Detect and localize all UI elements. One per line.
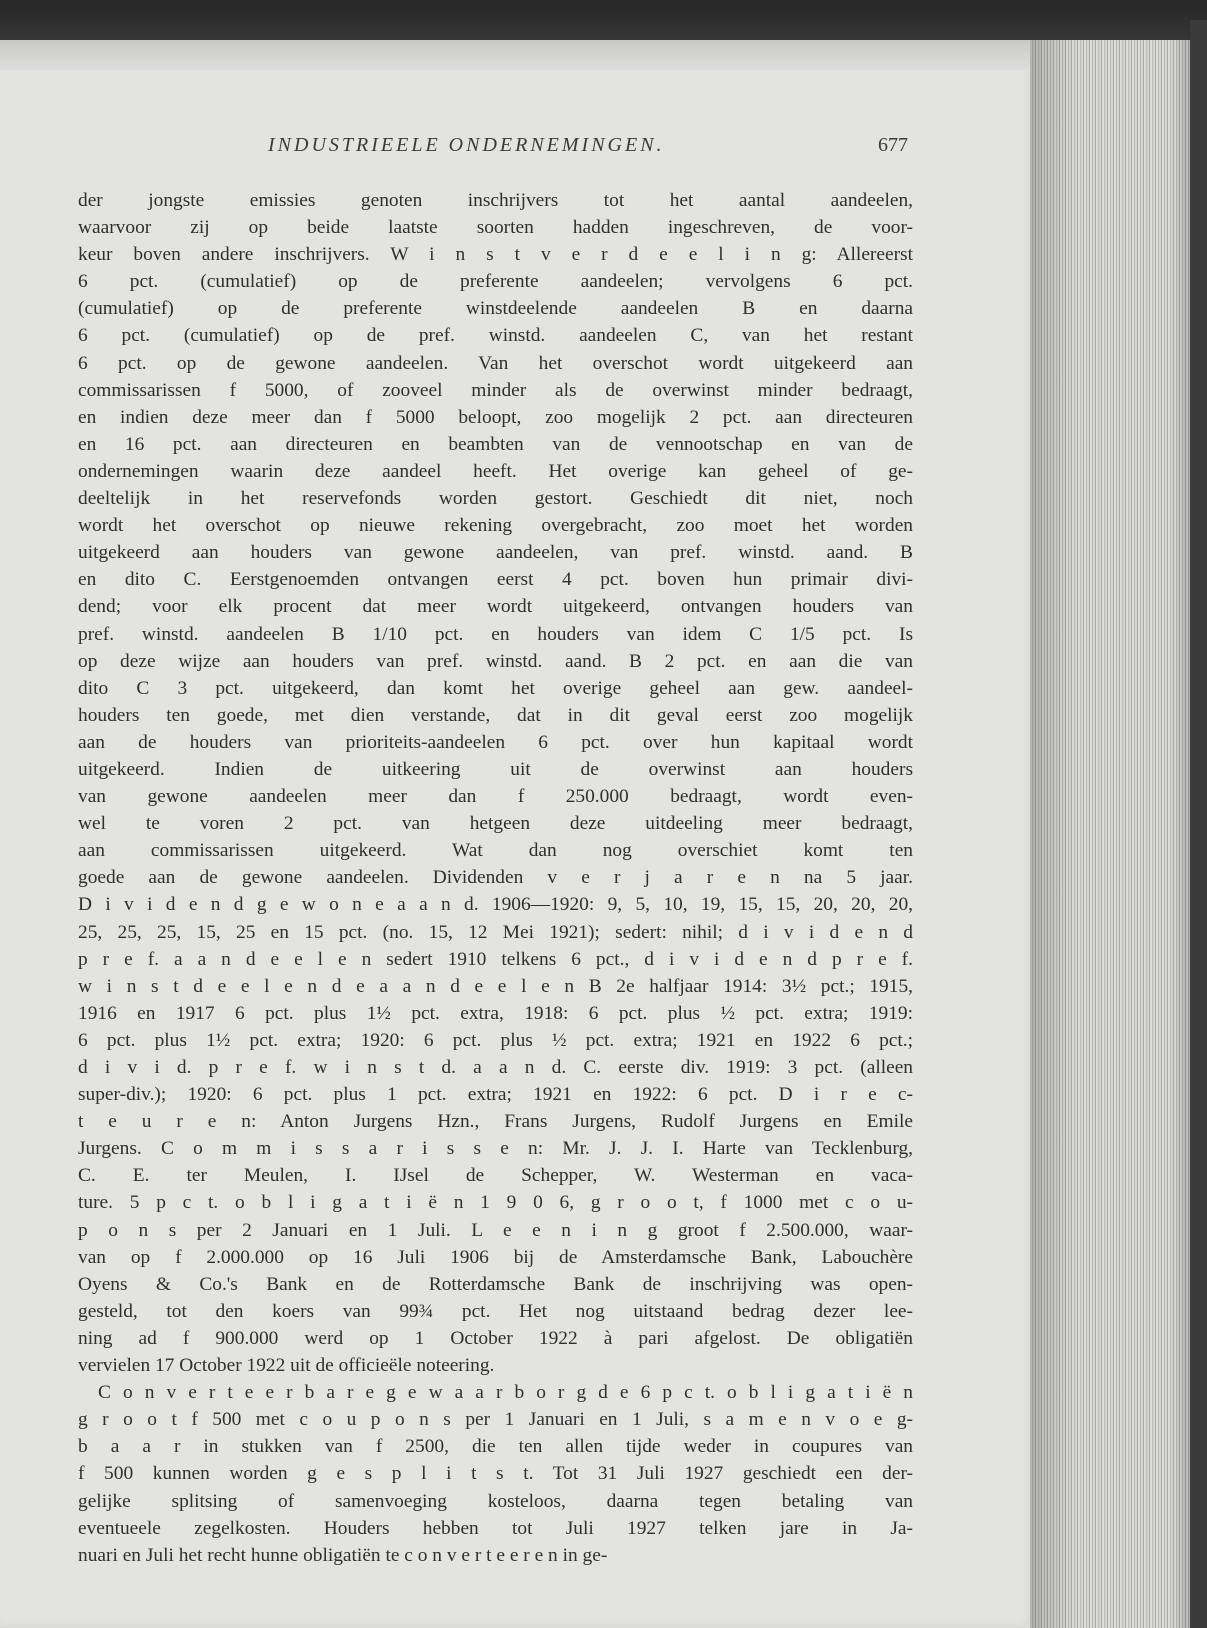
text-line: D i v i d e n d g e w o n e a a n d. 1906—1920: 9, 5, 10, 19, 15, 15, 20, 20, 20, [78, 894, 913, 916]
text-line: C. E. ter Meulen, I. IJsel de Schepper, W. Westerman en vaca- [78, 1165, 913, 1187]
text-line: g r o o t f 500 met c o u p o n s per 1 Januari en 1 Juli, s a m e n v o e g- [78, 1409, 913, 1431]
text-line: w i n s t d e e l e n d e a a n d e e l e n B 2e halfjaar 1914: 3½ pct.; 1915, [78, 975, 913, 997]
text-line: 6 pct. (cumulatief) op de preferente aandeelen; vervolgens 6 pct. [78, 271, 913, 293]
text-line: f 500 kunnen worden g e s p l i t s t. Tot 31 Juli 1927 geschiedt een der- [78, 1463, 913, 1485]
text-line: t e u r e n: Anton Jurgens Hzn., Frans Jurgens, Rudolf Jurgens en Emile [78, 1111, 913, 1133]
text-line: van gewone aandeelen meer dan f 250.000 bedraagt, wordt even- [78, 786, 913, 808]
text-line: commissarissen f 5000, of zooveel minder als de overwinst minder bedraagt, [78, 379, 913, 401]
text-line: en 16 pct. aan directeuren en beambten van de vennootschap en van de [78, 433, 913, 455]
text-line: 6 pct. (cumulatief) op de pref. winstd. aandeelen C, van het restant [78, 325, 913, 347]
text-line: Oyens & Co.'s Bank en de Rotterdamsche Bank de inschrijving was open- [78, 1273, 913, 1295]
text-line: ondernemingen waarin deze aandeel heeft. Het overige kan geheel of ge- [78, 460, 913, 482]
text-line: uitgekeerd. Indien de uitkeering uit de overwinst aan houders [78, 758, 913, 780]
text-line: ture. 5 p c t. o b l i g a t i ë n 1 9 0 6, g r o o t, f 1000 met c o u- [78, 1192, 913, 1214]
page-top-shadow [0, 40, 1040, 70]
text-line: C o n v e r t e e r b a r e g e w a a r b o r g d e 6 p c t. o b l i g a t i ë n [98, 1382, 913, 1404]
text-line: deeltelijk in het reservefonds worden gestort. Geschiedt dit niet, noch [78, 488, 913, 510]
text-line: wordt het overschot op nieuwe rekening overgebracht, zoo moet het worden [78, 515, 913, 537]
text-line: pref. winstd. aandeelen B 1/10 pct. en houders van idem C 1/5 pct. Is [78, 623, 913, 645]
text-line: p r e f. a a n d e e l e n sedert 1910 telkens 6 pct., d i v i d e n d p r e f. [78, 948, 913, 970]
text-line: Jurgens. C o m m i s s a r i s s e n: Mr. J. J. I. Harte van Tecklenburg, [78, 1138, 913, 1160]
text-line: eventueele zegelkosten. Houders hebben tot Juli 1927 telken jare in Ja- [78, 1517, 913, 1539]
text-line: en indien deze meer dan f 5000 beloopt, zoo mogelijk 2 pct. aan directeuren [78, 406, 913, 428]
text-line: der jongste emissies genoten inschrijvers tot het aantal aandeelen, [78, 190, 913, 211]
text-line: 25, 25, 25, 15, 25 en 15 pct. (no. 15, 12 Mei 1921); sedert: nihil; d i v i d e n d [78, 921, 913, 943]
page-number: 677 [878, 134, 908, 156]
running-head [78, 134, 908, 164]
text-line: dend; voor elk procent dat meer wordt uitgekeerd, ontvangen houders van [78, 596, 913, 618]
text-line: super-div.); 1920: 6 pct. plus 1 pct. extra; 1921 en 1922: 6 pct. D i r e c- [78, 1084, 913, 1106]
text-line: keur boven andere inschrijvers. W i n s t v e r d e e l i n g: Allereerst [78, 244, 913, 266]
text-line: (cumulatief) op de preferente winstdeelende aandeelen B en daarna [78, 298, 913, 320]
text-line: van op f 2.000.000 op 16 Juli 1906 bij de Amsterdamsche Bank, Labouchère [78, 1246, 913, 1268]
book-cover-edge [1190, 20, 1207, 1628]
text-line: aan commissarissen uitgekeerd. Wat dan nog overschiet komt ten [78, 840, 913, 862]
text-line: en dito C. Eerstgenoemden ontvangen eerst 4 pct. boven hun primair divi- [78, 569, 913, 591]
text-line: aan de houders van prioriteits-aandeelen 6 pct. over hun kapitaal wordt [78, 731, 913, 753]
text-line: b a a r in stukken van f 2500, die ten allen tijde weder in coupures van [78, 1436, 913, 1458]
book-page-edges-shade [1030, 40, 1207, 1628]
text-line: houders ten goede, met dien verstande, dat in dit geval eerst zoo mogelijk [78, 704, 913, 726]
text-line: dito C 3 pct. uitgekeerd, dan komt het overige geheel aan gew. aandeel- [78, 677, 913, 699]
text-line: goede aan de gewone aandeelen. Dividenden v e r j a r e n na 5 jaar. [78, 867, 913, 889]
text-line: vervielen 17 October 1922 uit de officieële noteering. [78, 1355, 495, 1377]
text-line: d i v i d. p r e f. w i n s t d. a a n d. C. eerste div. 1919: 3 pct. (alleen [78, 1057, 913, 1078]
text-line: op deze wijze aan houders van pref. winstd. aand. B 2 pct. en aan die van [78, 650, 913, 672]
text-line: 6 pct. plus 1½ pct. extra; 1920: 6 pct. plus ½ pct. extra; 1921 en 1922 6 pct.; [78, 1029, 913, 1051]
text-line: waarvoor zij op beide laatste soorten hadden ingeschreven, de voor- [78, 217, 913, 239]
text-line: 1916 en 1917 6 pct. plus 1½ pct. extra, 1918: 6 pct. plus ½ pct. extra; 1919: [78, 1002, 913, 1024]
text-line: uitgekeerd aan houders van gewone aandeelen, van pref. winstd. aand. B [78, 542, 913, 564]
body-text [78, 187, 913, 1569]
running-head-title: INDUSTRIEELE ONDERNEMINGEN. [268, 134, 665, 156]
text-line: ning ad f 900.000 werd op 1 October 1922 à pari afgelost. De obligatiën [78, 1327, 913, 1349]
text-line: gelijke splitsing of samenvoeging kosteloos, daarna tegen betaling van [78, 1490, 913, 1512]
text-line: nuari en Juli het recht hunne obligatiën te c o n v e r t e e r e n in ge- [78, 1544, 608, 1566]
text-line: p o n s per 2 Januari en 1 Juli. L e e n i n g groot f 2.500.000, waar- [78, 1219, 913, 1241]
text-line: wel te voren 2 pct. van hetgeen deze uitdeeling meer bedraagt, [78, 813, 913, 835]
text-line: 6 pct. op de gewone aandeelen. Van het overschot wordt uitgekeerd aan [78, 352, 913, 374]
text-line: gesteld, tot den koers van 99¾ pct. Het nog uitstaand bedrag dezer lee- [78, 1300, 913, 1322]
